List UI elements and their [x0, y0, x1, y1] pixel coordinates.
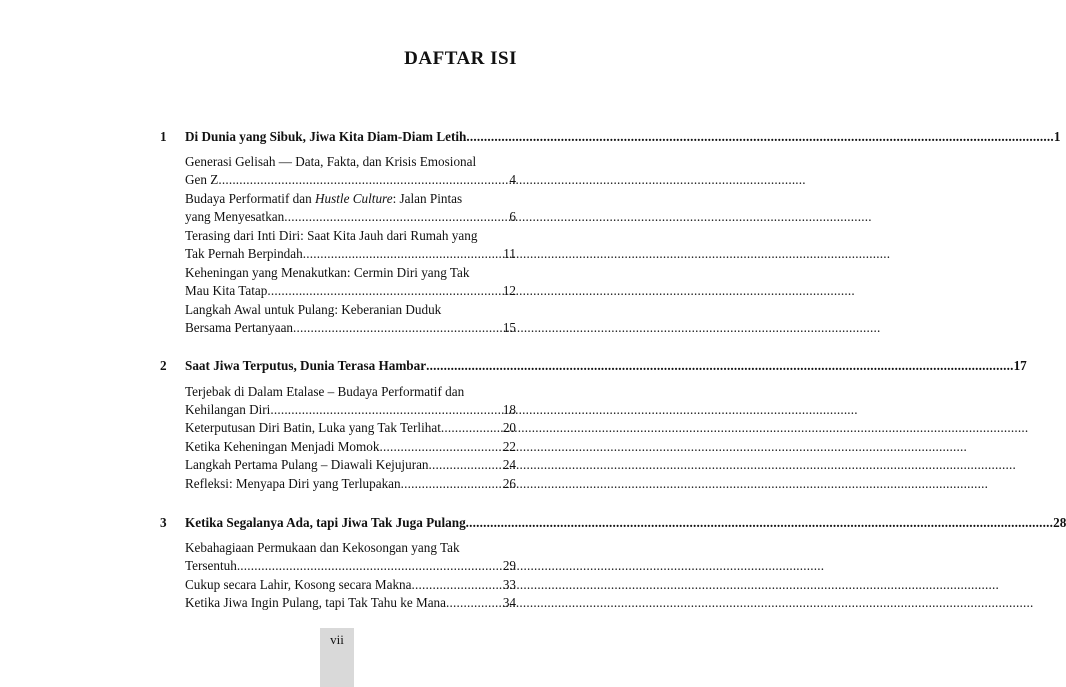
toc-entry[interactable]: [185, 419, 516, 437]
entry-page: 12: [502, 283, 516, 299]
entry-title-line1: Langkah Awal untuk Pulang: Keberanian Duduk: [185, 302, 442, 317]
entry-page: 26: [502, 476, 516, 491]
chapter-number: 3: [160, 515, 167, 530]
entry-page: 22: [502, 439, 516, 454]
toc-entry[interactable]: [185, 153, 516, 189]
toc-entry[interactable]: [185, 576, 516, 594]
entry-title-line1: Terjebak di Dalam Etalase – Budaya Performatif dan: [185, 384, 465, 399]
entry-title-line1: Terasing dari Inti Diri: Saat Kita Jauh dari Rumah yang: [185, 228, 478, 243]
entry-title-line2: Mau Kita Tatap: [185, 283, 268, 299]
dot-leader: [237, 557, 503, 575]
dot-leader: [401, 475, 503, 493]
page-title: DAFTAR ISI: [404, 48, 517, 69]
chapter-page: 28: [1053, 515, 1066, 530]
dot-leader: [270, 401, 502, 419]
dot-leader: [466, 514, 1053, 531]
chapter-title: Saat Jiwa Terputus, Dunia Terasa Hambar: [185, 358, 427, 373]
entry-page: 11: [503, 246, 516, 262]
entry-page: 15: [502, 320, 516, 336]
entry-title: Refleksi: Menyapa Diri yang Terlupakan: [185, 476, 401, 491]
chapter-number: 2: [160, 358, 167, 373]
entry-title-line1: Keheningan yang Menakutkan: Cermin Diri yang Tak: [185, 265, 470, 280]
toc-entry[interactable]: [185, 301, 516, 337]
chapter-page: 17: [1013, 358, 1027, 373]
dot-leader: [429, 456, 503, 474]
entry-page: 20: [502, 420, 516, 435]
toc-entry[interactable]: [185, 227, 516, 263]
toc-entry[interactable]: [185, 383, 516, 419]
dot-leader: [303, 245, 504, 263]
dot-leader: [379, 438, 502, 456]
entry-title: Keterputusan Diri Batin, Luka yang Tak Terlihat: [185, 420, 441, 435]
entry-title-line2: Tersentuh: [185, 558, 237, 574]
dot-leader: [466, 128, 1053, 145]
entry-title-line2: Gen Z: [185, 172, 219, 188]
chapter-1-heading[interactable]: [160, 128, 1061, 145]
toc-entry[interactable]: [185, 456, 516, 474]
chapter-title: Ketika Segalanya Ada, tapi Jiwa Tak Juga Pulang: [185, 515, 466, 530]
toc-entry[interactable]: [185, 539, 516, 575]
entry-title: Cukup secara Lahir, Kosong secara Makna: [185, 577, 412, 592]
entry-title-line1: Budaya Performatif dan Hustle Culture: Jalan Pintas: [185, 191, 463, 206]
chapter-2-heading[interactable]: [160, 357, 1027, 374]
dot-leader: [412, 576, 503, 594]
entry-page: 24: [502, 457, 516, 472]
toc-entry[interactable]: [185, 475, 516, 493]
toc-entry[interactable]: [185, 594, 516, 612]
entry-page: 29: [502, 558, 516, 574]
entry-title: Ketika Keheningan Menjadi Momok: [185, 439, 380, 454]
entry-page: 6: [509, 209, 516, 225]
entry-title-line2: Bersama Pertanyaan: [185, 320, 294, 336]
toc-entry[interactable]: [185, 438, 516, 456]
entry-page: 4: [509, 172, 516, 188]
dot-leader: [426, 357, 1013, 374]
entry-title-line1: Kebahagiaan Permukaan dan Kekosongan yang Tak: [185, 540, 460, 555]
entry-title: Langkah Pertama Pulang – Diawali Kejujuran: [185, 457, 429, 472]
toc-entry[interactable]: [185, 264, 516, 300]
dot-leader: [284, 208, 509, 226]
page-number: vii: [330, 632, 344, 647]
entry-page: 33: [502, 577, 516, 592]
dot-leader: [446, 594, 503, 612]
entry-title-line2: Tak Pernah Berpindah: [185, 246, 303, 262]
dot-leader: [218, 171, 509, 189]
chapter-page: 1: [1053, 129, 1061, 144]
entry-title-line2: Kehilangan Diri: [185, 402, 271, 418]
chapter-number: 1: [160, 129, 167, 144]
dot-leader: [267, 282, 502, 300]
dot-leader: [293, 319, 503, 337]
entry-page: 34: [502, 595, 516, 610]
toc-entry[interactable]: [185, 190, 516, 226]
entry-title-line2: yang Menyesatkan: [185, 209, 285, 225]
chapter-title: Di Dunia yang Sibuk, Jiwa Kita Diam-Diam Letih: [185, 129, 467, 144]
entry-title: Ketika Jiwa Ingin Pulang, tapi Tak Tahu ke Mana: [185, 595, 446, 610]
chapter-3-heading[interactable]: [160, 514, 1066, 531]
dot-leader: [441, 419, 503, 437]
entry-page: 18: [502, 402, 516, 418]
entry-title-line1: Generasi Gelisah — Data, Fakta, dan Krisis Emosional: [185, 154, 477, 169]
